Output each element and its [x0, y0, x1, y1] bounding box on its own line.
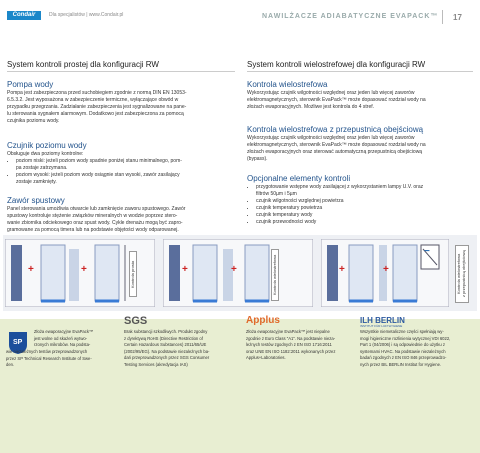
- zawor-text: Panel sterowania umożliwia otwarcie lub zamknięcie zaworu spustowego. Zawór spustowy kontroluje stężenie związków mineralnych w wodzie poprzez stero- wanie zbiornika odciekowego oraz spust wody. Cykle drenażu mogą być zapro- gramowane za pomocą timera lub na podstawie objętości wody odparowanej.: [7, 206, 186, 233]
- opc-list: [247, 184, 480, 226]
- plus-icon: +: [231, 264, 237, 275]
- ilh-logo-sub: INSTITUT FÜR LUFTHYGIENE: [360, 324, 403, 328]
- certifications-footer: [0, 315, 480, 453]
- zawor-heading: Zawór spustowy: [7, 196, 65, 205]
- applus-logo: Applus: [246, 315, 280, 326]
- list-item: • przygotowanie wstępne wody zasilającej z wykorzystaniem lampy U.V. oraz filtrów 50µm i 5µm: [256, 184, 480, 198]
- list-item: • poziom wysoki: jeżeli poziom wody osiągnie stan wysoki, zawór zasilający zostaje zamknięty.: [16, 172, 246, 186]
- pompa-heading: Pompa wody: [7, 80, 54, 89]
- list-item: • czujnik temperatury powietrza: [256, 205, 480, 212]
- opc-heading: Opcjonalne elementy kontroli: [247, 174, 351, 183]
- ilh-logo: ILH BERLIN: [360, 316, 405, 325]
- kwp-heading: Kontrola wielostrefowa z przepustnicą obejściową: [247, 125, 424, 134]
- cert-applus-text: Złoża ewaporacyjne EvaPack™ jest niepalne zgodnie z Euro Class "A1". Na podstawie nieza- leżnych testów zgodnych z EN ISO 1716:2011 oraz UNE EN ISO 1182:2011 wykonanych przez Applus+Laboratories.: [246, 329, 336, 361]
- diagram-label-bypass: Kontrola wielostrefowa z przepustnicą obejściową: [455, 245, 469, 303]
- list-item: • czujnik przewodności wody: [256, 219, 480, 226]
- plus-icon: +: [383, 264, 389, 275]
- left-section-title: System kontroli prostej dla konfiguracji RW: [7, 60, 159, 69]
- czujnik-list: [7, 158, 246, 186]
- divider: [7, 71, 235, 72]
- divider: [247, 71, 473, 72]
- header-url[interactable]: Dla specjalistów | www.Condair.pl: [49, 12, 124, 18]
- brand-logo: Condair: [7, 11, 41, 20]
- diagram-strip: [3, 235, 477, 311]
- kw-heading: Kontrola wielostrefowa: [247, 80, 328, 89]
- plus-icon: +: [28, 264, 34, 275]
- cert-sp-text: Złoża ewaporacyjne EvaPack™ jest wolne od skażeń wytwo- rzonych mikrobów. Na podsta-: [34, 329, 94, 348]
- sp-logo: SP: [13, 339, 23, 346]
- sgs-logo: SGS: [124, 315, 148, 327]
- plus-icon: +: [182, 264, 188, 275]
- list-item: • czujnik temperatury wody: [256, 212, 480, 219]
- header-divider: [442, 10, 443, 24]
- diagram-label-multizone: Kontrola wielostrefowa: [271, 249, 279, 301]
- header-title: NAWILŻACZE ADIABATYCZNE EVAPACK™: [262, 13, 439, 20]
- right-section-title: System kontroli wielostrefowej dla konfiguracji RW: [247, 60, 426, 69]
- minus-icon: −: [424, 246, 430, 257]
- cert-ilh-text: Wszystkie niemetaliczne części spełniają wy- mogi higieniczne rozlinienia wytycznej VDI 6022, Part 1 (04/2006) i są odpowiednie do użytku z systemami HVAC. Na podstawie niezależnych badań zgodnych z EN ISO 846 przeprowadzo- nych przez BIL BERLIN Institut for Hygiene.: [360, 329, 451, 367]
- plus-icon: +: [81, 264, 87, 275]
- list-item: • czujnik wilgotności względnej powietrza: [256, 198, 480, 205]
- list-item: • poziom niski: jeżeli poziom wody spadnie poniżej stanu minimalnego, pom- pa zostaje zatrzymana.: [16, 158, 246, 172]
- czujnik-heading: Czujnik poziomu wody: [7, 141, 87, 150]
- kwp-text: Wykorzystując czujnik wilgotności względnej oraz jeden lub więcej zaworów elektromagnetycznych, sterownik EvaPack™ może dopasować rozdział wody na złożach ewaporacyjnych oraz sterować automatyczną przepustnicą obejściową (bypass).: [247, 135, 426, 162]
- pompa-text: Pompa jest zabezpieczona przed suchobiegiem zgodnie z normą DIN EN 13053- 6.5.3.2. Jest wyposażona w zabezpieczenie termiczne, wyłączające obwód w przypadku przegrzania. Zadziałanie zabezpieczenia jest sygnalizowane na pane- lu sterowania sygnałem alarmowym. Dodatkowo jest zabezpieczona za pomocą czujnika poziomu wody.: [7, 90, 187, 124]
- diagram-label-simple: Kontrola prosta: [129, 251, 137, 297]
- kw-text: Wykorzystując czujnik wilgotności względnej oraz jeden lub więcej zaworów elektromagnetycznych, sterownik EvaPack™ może dopasować rozdział wody na złożach ewaporacyjnych. Możliwe jest kontrola do 4 stref.: [247, 90, 426, 110]
- plus-icon: +: [339, 264, 345, 275]
- cert-sgs-text: Brak substancji szkodliwych. Produkt zgodny z dyrektywą RoHS (Directive Restriction of Certain Hazardous Substances) 2011/65/UE (2002/95/EG). Na podstawie niezależnych ba- dań przeprowadzonych przez SGS Consumer Testing Services (akredytacja IAS): [124, 329, 210, 367]
- page-number: 17: [453, 13, 462, 22]
- cert-sp-text-cont: wie niezależnych testów przeprowadzonych przez SP Technical Research Institute of Swe- den.: [6, 349, 92, 368]
- czujnik-intro: Obsługuje dwa poziomy kontrolne:: [7, 151, 84, 157]
